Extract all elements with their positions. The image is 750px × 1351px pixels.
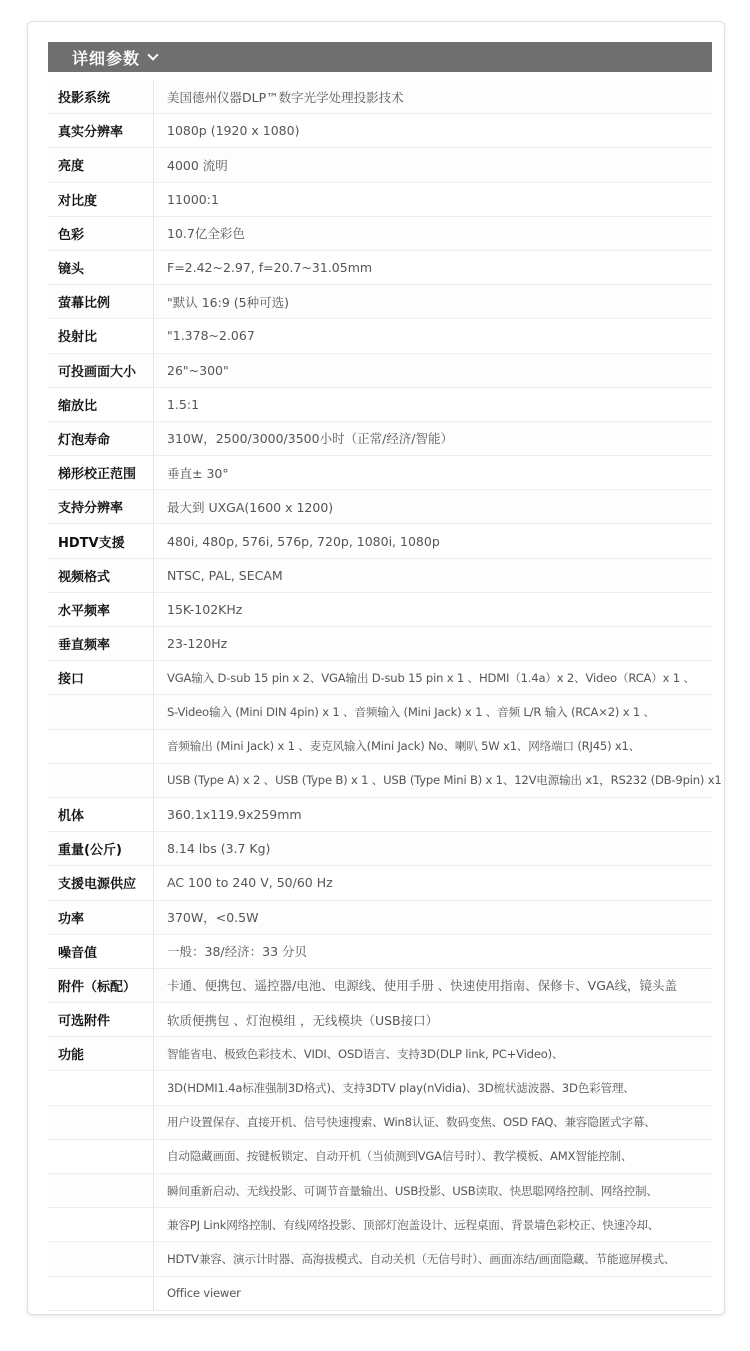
section-title: 详细参数 — [72, 48, 141, 68]
spec-value: 智能省电、极致色彩技术、VIDI、OSD语言、支持3D(DLP link, PC+Video)、 — [167, 1046, 564, 1061]
spec-label: 垂直频率 — [48, 627, 154, 660]
spec-value: 15K-102KHz — [167, 601, 243, 617]
spec-label: 缩放比 — [48, 388, 154, 421]
spec-value: 360.1x119.9x259mm — [167, 807, 302, 823]
spec-label: 亮度 — [48, 148, 154, 181]
spec-row — [48, 935, 712, 969]
spec-label: 对比度 — [48, 183, 154, 216]
spec-value: AC 100 to 240 V, 50/60 Hz — [167, 875, 333, 891]
spec-label: 可投画面大小 — [48, 354, 154, 387]
spec-label — [48, 1174, 154, 1207]
spec-value: 310W，2500/3000/3500小时（正常/经济/智能） — [167, 431, 453, 447]
spec-row — [48, 593, 712, 627]
spec-row — [48, 456, 712, 490]
spec-row — [48, 422, 712, 456]
spec-value: 3D(HDMI1.4a标准强制3D格式)、支持3DTV play(nVidia)、3D梳状滤波器、3D色彩管理、 — [167, 1081, 635, 1096]
spec-row — [48, 1140, 712, 1174]
spec-label: 附件（标配） — [48, 969, 154, 1002]
spec-row — [48, 1106, 712, 1140]
spec-value: 10.7亿全彩色 — [167, 226, 245, 242]
spec-label: 水平频率 — [48, 593, 154, 626]
spec-label: 重量(公斤) — [48, 832, 154, 865]
spec-value: USB (Type A) x 2 、USB (Type B) x 1 、USB (Type Mini B) x 1、12V电源输出 x1，RS232 (DB-9pin) x1 — [167, 773, 722, 788]
spec-label — [48, 1208, 154, 1241]
spec-value: 1080p (1920 x 1080) — [167, 123, 300, 139]
spec-row — [48, 251, 712, 285]
spec-value: Office viewer — [167, 1286, 241, 1301]
spec-row — [48, 764, 722, 798]
spec-row — [48, 1242, 712, 1276]
spec-value: VGA输入 D-sub 15 pin x 2、VGA输出 D-sub 15 pin x 1 、HDMI（1.4a）x 2、Video（RCA）x 1 、 — [167, 670, 695, 685]
spec-row — [48, 80, 712, 114]
spec-value: 23-120Hz — [167, 636, 228, 652]
spec-label: 支持分辨率 — [48, 490, 154, 523]
section-header[interactable] — [48, 42, 712, 72]
spec-value: 自动隐藏画面、按键板锁定、自动开机（当侦测到VGA信号时）、教学模板、AMX智能控制、 — [167, 1149, 633, 1164]
spec-row — [48, 627, 712, 661]
spec-row — [48, 183, 712, 217]
spec-label — [48, 764, 154, 797]
spec-row — [48, 730, 712, 764]
spec-label: HDTV支援 — [48, 524, 154, 557]
spec-row — [48, 319, 712, 353]
spec-label: 梯形校正范围 — [48, 456, 154, 489]
spec-row — [48, 969, 712, 1003]
spec-label — [48, 1140, 154, 1173]
spec-row — [48, 114, 712, 148]
spec-row — [48, 866, 712, 900]
spec-row — [48, 148, 712, 182]
spec-value: 一般：38/经济：33 分贝 — [167, 944, 307, 960]
spec-label: 投射比 — [48, 319, 154, 352]
spec-row — [48, 388, 712, 422]
spec-table — [48, 80, 722, 1311]
spec-row — [48, 524, 712, 558]
spec-value: 美国德州仪器DLP™数字光学处理投影技术 — [167, 89, 404, 105]
spec-label: 灯泡寿命 — [48, 422, 154, 455]
spec-label — [48, 1277, 154, 1310]
spec-value: 兼容PJ Link网络控制、有线网络投影、顶部灯泡盖设计、远程桌面、背景墙色彩校正、快速冷却、 — [167, 1217, 660, 1232]
spec-label: 机体 — [48, 798, 154, 831]
spec-value: 11000:1 — [167, 191, 219, 207]
spec-row — [48, 661, 712, 695]
spec-value: 用户设置保存、直接开机、信号快速搜索、Win8认证、数码变焦、OSD FAQ、兼容隐匿式字幕、 — [167, 1115, 656, 1130]
spec-value: 最大到 UXGA(1600 x 1200) — [167, 499, 334, 515]
spec-label — [48, 730, 154, 763]
spec-value: 卡通、便携包、遥控器/电池、电源线、使用手册 、快速使用指南、保修卡、VGA线，镜头盖 — [167, 978, 677, 994]
spec-label: 投影系统 — [48, 80, 154, 113]
spec-row — [48, 559, 712, 593]
spec-label — [48, 1242, 154, 1275]
spec-value: "默认 16:9 (5种可选) — [167, 294, 289, 310]
spec-value: 音频输出 (Mini Jack) x 1 、麦克风输入(Mini Jack) No、喇叭 5W x1、网络端口 (RJ45) x1、 — [167, 739, 641, 754]
spec-label: 可选附件 — [48, 1003, 154, 1036]
spec-label: 功率 — [48, 901, 154, 934]
spec-row — [48, 1003, 712, 1037]
spec-row — [48, 1071, 712, 1105]
spec-row — [48, 1174, 712, 1208]
spec-label: 噪音值 — [48, 935, 154, 968]
spec-value: 垂直± 30° — [167, 465, 229, 481]
spec-row — [48, 1277, 712, 1311]
spec-row — [48, 832, 712, 866]
spec-value: 480i, 480p, 576i, 576p, 720p, 1080i, 1080p — [167, 533, 440, 549]
spec-value: 瞬间重新启动、无线投影、可调节音量输出、USB投影、USB读取、快思聪网络控制、网络控制、 — [167, 1183, 658, 1198]
spec-row — [48, 1037, 712, 1071]
spec-row — [48, 695, 712, 729]
spec-label: 真实分辨率 — [48, 114, 154, 147]
spec-value: 26"~300" — [167, 362, 229, 378]
spec-label — [48, 1106, 154, 1139]
spec-value: 4000 流明 — [167, 157, 228, 173]
spec-label: 色彩 — [48, 217, 154, 250]
spec-value: S-Video输入 (Mini DIN 4pin) x 1 、音频输入 (Mini Jack) x 1 、音频 L/R 输入 (RCA×2) x 1 、 — [167, 704, 655, 719]
spec-value: 370W，<0.5W — [167, 910, 259, 926]
spec-value: "1.378~2.067 — [167, 328, 255, 344]
spec-label: 萤幕比例 — [48, 285, 154, 318]
spec-value: F=2.42~2.97, f=20.7~31.05mm — [167, 260, 373, 276]
spec-row — [48, 285, 712, 319]
spec-label: 镜头 — [48, 251, 154, 284]
spec-label — [48, 1071, 154, 1104]
spec-label — [48, 695, 154, 728]
spec-row — [48, 798, 712, 832]
spec-label: 接口 — [48, 661, 154, 694]
spec-value: HDTV兼容、演示计时器、高海拔模式、自动关机（无信号时）、画面冻结/画面隐藏、节能遮屏模式、 — [167, 1251, 676, 1266]
spec-row — [48, 1208, 712, 1242]
spec-value: 1.5:1 — [167, 396, 200, 412]
spec-value: 软质便携包 、灯泡模组 ，无线模块（USB接口） — [167, 1012, 439, 1028]
spec-label: 功能 — [48, 1037, 154, 1070]
spec-row — [48, 490, 712, 524]
spec-value: NTSC, PAL, SECAM — [167, 567, 283, 583]
spec-label: 支援电源供应 — [48, 866, 154, 899]
spec-value: 8.14 lbs (3.7 Kg) — [167, 841, 271, 857]
spec-row — [48, 217, 712, 251]
spec-label: 视频格式 — [48, 559, 154, 592]
spec-row — [48, 901, 712, 935]
chevron-down-icon — [147, 49, 158, 60]
spec-row — [48, 354, 712, 388]
